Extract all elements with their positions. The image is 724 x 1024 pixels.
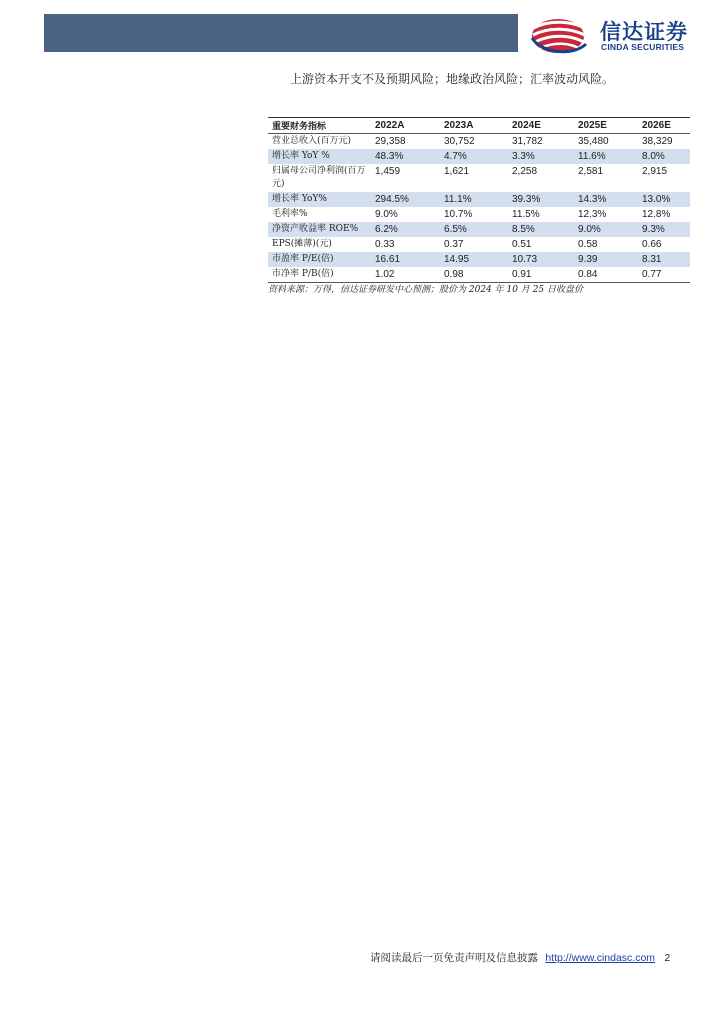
page-footer	[370, 950, 670, 965]
table-cell: 1,621	[444, 166, 470, 177]
table-cell: 0.91	[508, 267, 574, 283]
row-label: 归属母公司净利润(百万元)	[272, 166, 366, 189]
financial-indicators-table	[268, 117, 690, 283]
table-cell: 12.3%	[578, 209, 607, 220]
table-cell: 11.6%	[574, 149, 638, 164]
table-header-label: 重要财务指标	[268, 118, 371, 134]
table-cell: 14.3%	[574, 192, 638, 207]
table-cell: 39.3%	[508, 192, 574, 207]
table-cell: 0.51	[512, 239, 532, 250]
table-cell: 0.33	[375, 239, 395, 250]
table-cell: 0.98	[440, 267, 508, 283]
table-cell: 11.1%	[440, 192, 508, 207]
table-cell: 30,752	[444, 136, 475, 147]
table-row	[268, 134, 690, 150]
logo-english-name: CINDA SECURITIES	[601, 42, 685, 52]
table-cell: 14.95	[440, 252, 508, 267]
table-cell: 9.0%	[574, 222, 638, 237]
table-cell: 8.31	[638, 252, 690, 267]
table-header-row	[268, 118, 690, 134]
row-label: EPS(摊薄)(元)	[272, 239, 332, 249]
table-cell: 6.5%	[440, 222, 508, 237]
table-cell: 2,581	[578, 166, 604, 177]
table-cell: 0.37	[444, 239, 464, 250]
table-row	[268, 164, 690, 192]
row-label: 毛利率%	[272, 209, 308, 219]
table-cell: 6.2%	[371, 222, 440, 237]
table-row	[268, 222, 690, 237]
cinda-logo-icon	[530, 14, 590, 56]
column-header: 2024E	[508, 118, 574, 134]
row-label: 净资产收益率 ROE%	[268, 222, 371, 237]
table-cell: 4.7%	[440, 149, 508, 164]
table-cell: 8.5%	[508, 222, 574, 237]
table-cell: 9.3%	[638, 222, 690, 237]
table-cell: 31,782	[512, 136, 543, 147]
row-label: 市净率 P/B(倍)	[268, 267, 371, 283]
table-row	[268, 192, 690, 207]
table-cell: 294.5%	[371, 192, 440, 207]
table-cell: 0.66	[642, 239, 662, 250]
table-row	[268, 252, 690, 267]
table-cell: 9.39	[574, 252, 638, 267]
page-number: 2	[664, 952, 671, 964]
logo-chinese-name: 信达证券	[600, 20, 688, 44]
table-cell: 35,480	[578, 136, 609, 147]
header-bar	[44, 14, 518, 52]
website-link[interactable]: http://www.cindasc.com	[545, 952, 656, 964]
column-header: 2023A	[440, 118, 508, 134]
risk-summary-text: 上游资本开支不及预期风险；地缘政治风险；汇率波动风险。	[290, 72, 615, 86]
column-header: 2026E	[638, 118, 690, 134]
row-label: 增长率 YoY%	[268, 192, 371, 207]
table-row	[268, 237, 690, 252]
column-header: 2022A	[371, 118, 440, 134]
company-logo	[528, 14, 708, 56]
table-cell: 3.3%	[508, 149, 574, 164]
table-row	[268, 267, 690, 283]
table-cell: 2,258	[512, 166, 538, 177]
source-note: 资料来源：万得，信达证券研发中心预测；股价为 2024 年 10 月 25 日收盘价	[268, 285, 583, 295]
row-label: 增长率 YoY %	[268, 149, 371, 164]
table-cell: 2,915	[642, 166, 668, 177]
row-label: 市盈率 P/E(倍)	[268, 252, 371, 267]
table-cell: 11.5%	[512, 209, 540, 220]
table-cell: 1.02	[371, 267, 440, 283]
table-cell: 10.7%	[444, 209, 473, 220]
row-label: 营业总收入(百万元)	[272, 136, 352, 146]
table-row	[268, 207, 690, 222]
table-cell: 0.58	[578, 239, 598, 250]
table-cell: 29,358	[375, 136, 406, 147]
table-cell: 8.0%	[638, 149, 690, 164]
table-row	[268, 149, 690, 164]
table-cell: 38,329	[642, 136, 673, 147]
table-cell: 0.77	[638, 267, 690, 283]
table-cell: 16.61	[371, 252, 440, 267]
table-cell: 9.0%	[375, 209, 398, 220]
column-header: 2025E	[574, 118, 638, 134]
table-cell: 48.3%	[371, 149, 440, 164]
table-cell: 1,459	[375, 166, 401, 177]
table-cell: 13.0%	[638, 192, 690, 207]
disclaimer-text: 请阅读最后一页免责声明及信息披露	[370, 952, 538, 964]
table-cell: 0.84	[574, 267, 638, 283]
table-cell: 12.8%	[642, 209, 671, 220]
table-cell: 10.73	[508, 252, 574, 267]
